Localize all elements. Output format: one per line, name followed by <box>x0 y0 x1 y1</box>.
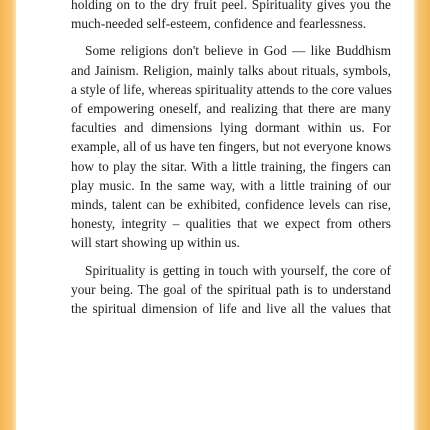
text-line: and Jainism. Religion, mainly talks about rituals, symbols, <box>71 62 391 78</box>
text-line: much-needed self-esteem, confidence and fearlessness. <box>71 16 367 32</box>
body-text <box>71 0 391 326</box>
text-line: a style of life, whereas spirituality attends to the core values <box>71 81 392 97</box>
text-line: holding on to the dry fruit peel. Spirituality gives you the <box>71 0 391 12</box>
text-line: your being. The goal of the spiritual path is to understand <box>71 281 391 297</box>
text-line: play music. In the same way, with a little training of our <box>71 177 391 193</box>
text-line: faculties and dimensions lying dormant within us. For <box>71 120 391 136</box>
text-line: of empowering oneself, and realizing that there are many <box>71 101 391 117</box>
text-line: Spirituality is getting in touch with yourself, the core of <box>85 262 391 278</box>
text-line: the spiritual dimension of life and live all the values that <box>71 301 391 317</box>
text-line: minds, talent can be exhibited, confidence levels can rise, <box>71 197 391 213</box>
book-page <box>16 0 414 430</box>
paragraph-2 <box>71 41 391 252</box>
text-line: how to play the sitar. With a little training, the fingers can <box>71 158 391 174</box>
paragraph-3 <box>71 261 391 319</box>
text-line: honesty, integrity – qualities that we expect from others <box>71 216 391 232</box>
text-line: will start showing up within us. <box>71 235 240 251</box>
text-line: example, all of us have ten fingers, but not everyone knows <box>71 139 391 155</box>
paragraph-1 <box>71 0 391 33</box>
text-line: Some religions don't believe in God — like Buddhism <box>85 43 391 59</box>
